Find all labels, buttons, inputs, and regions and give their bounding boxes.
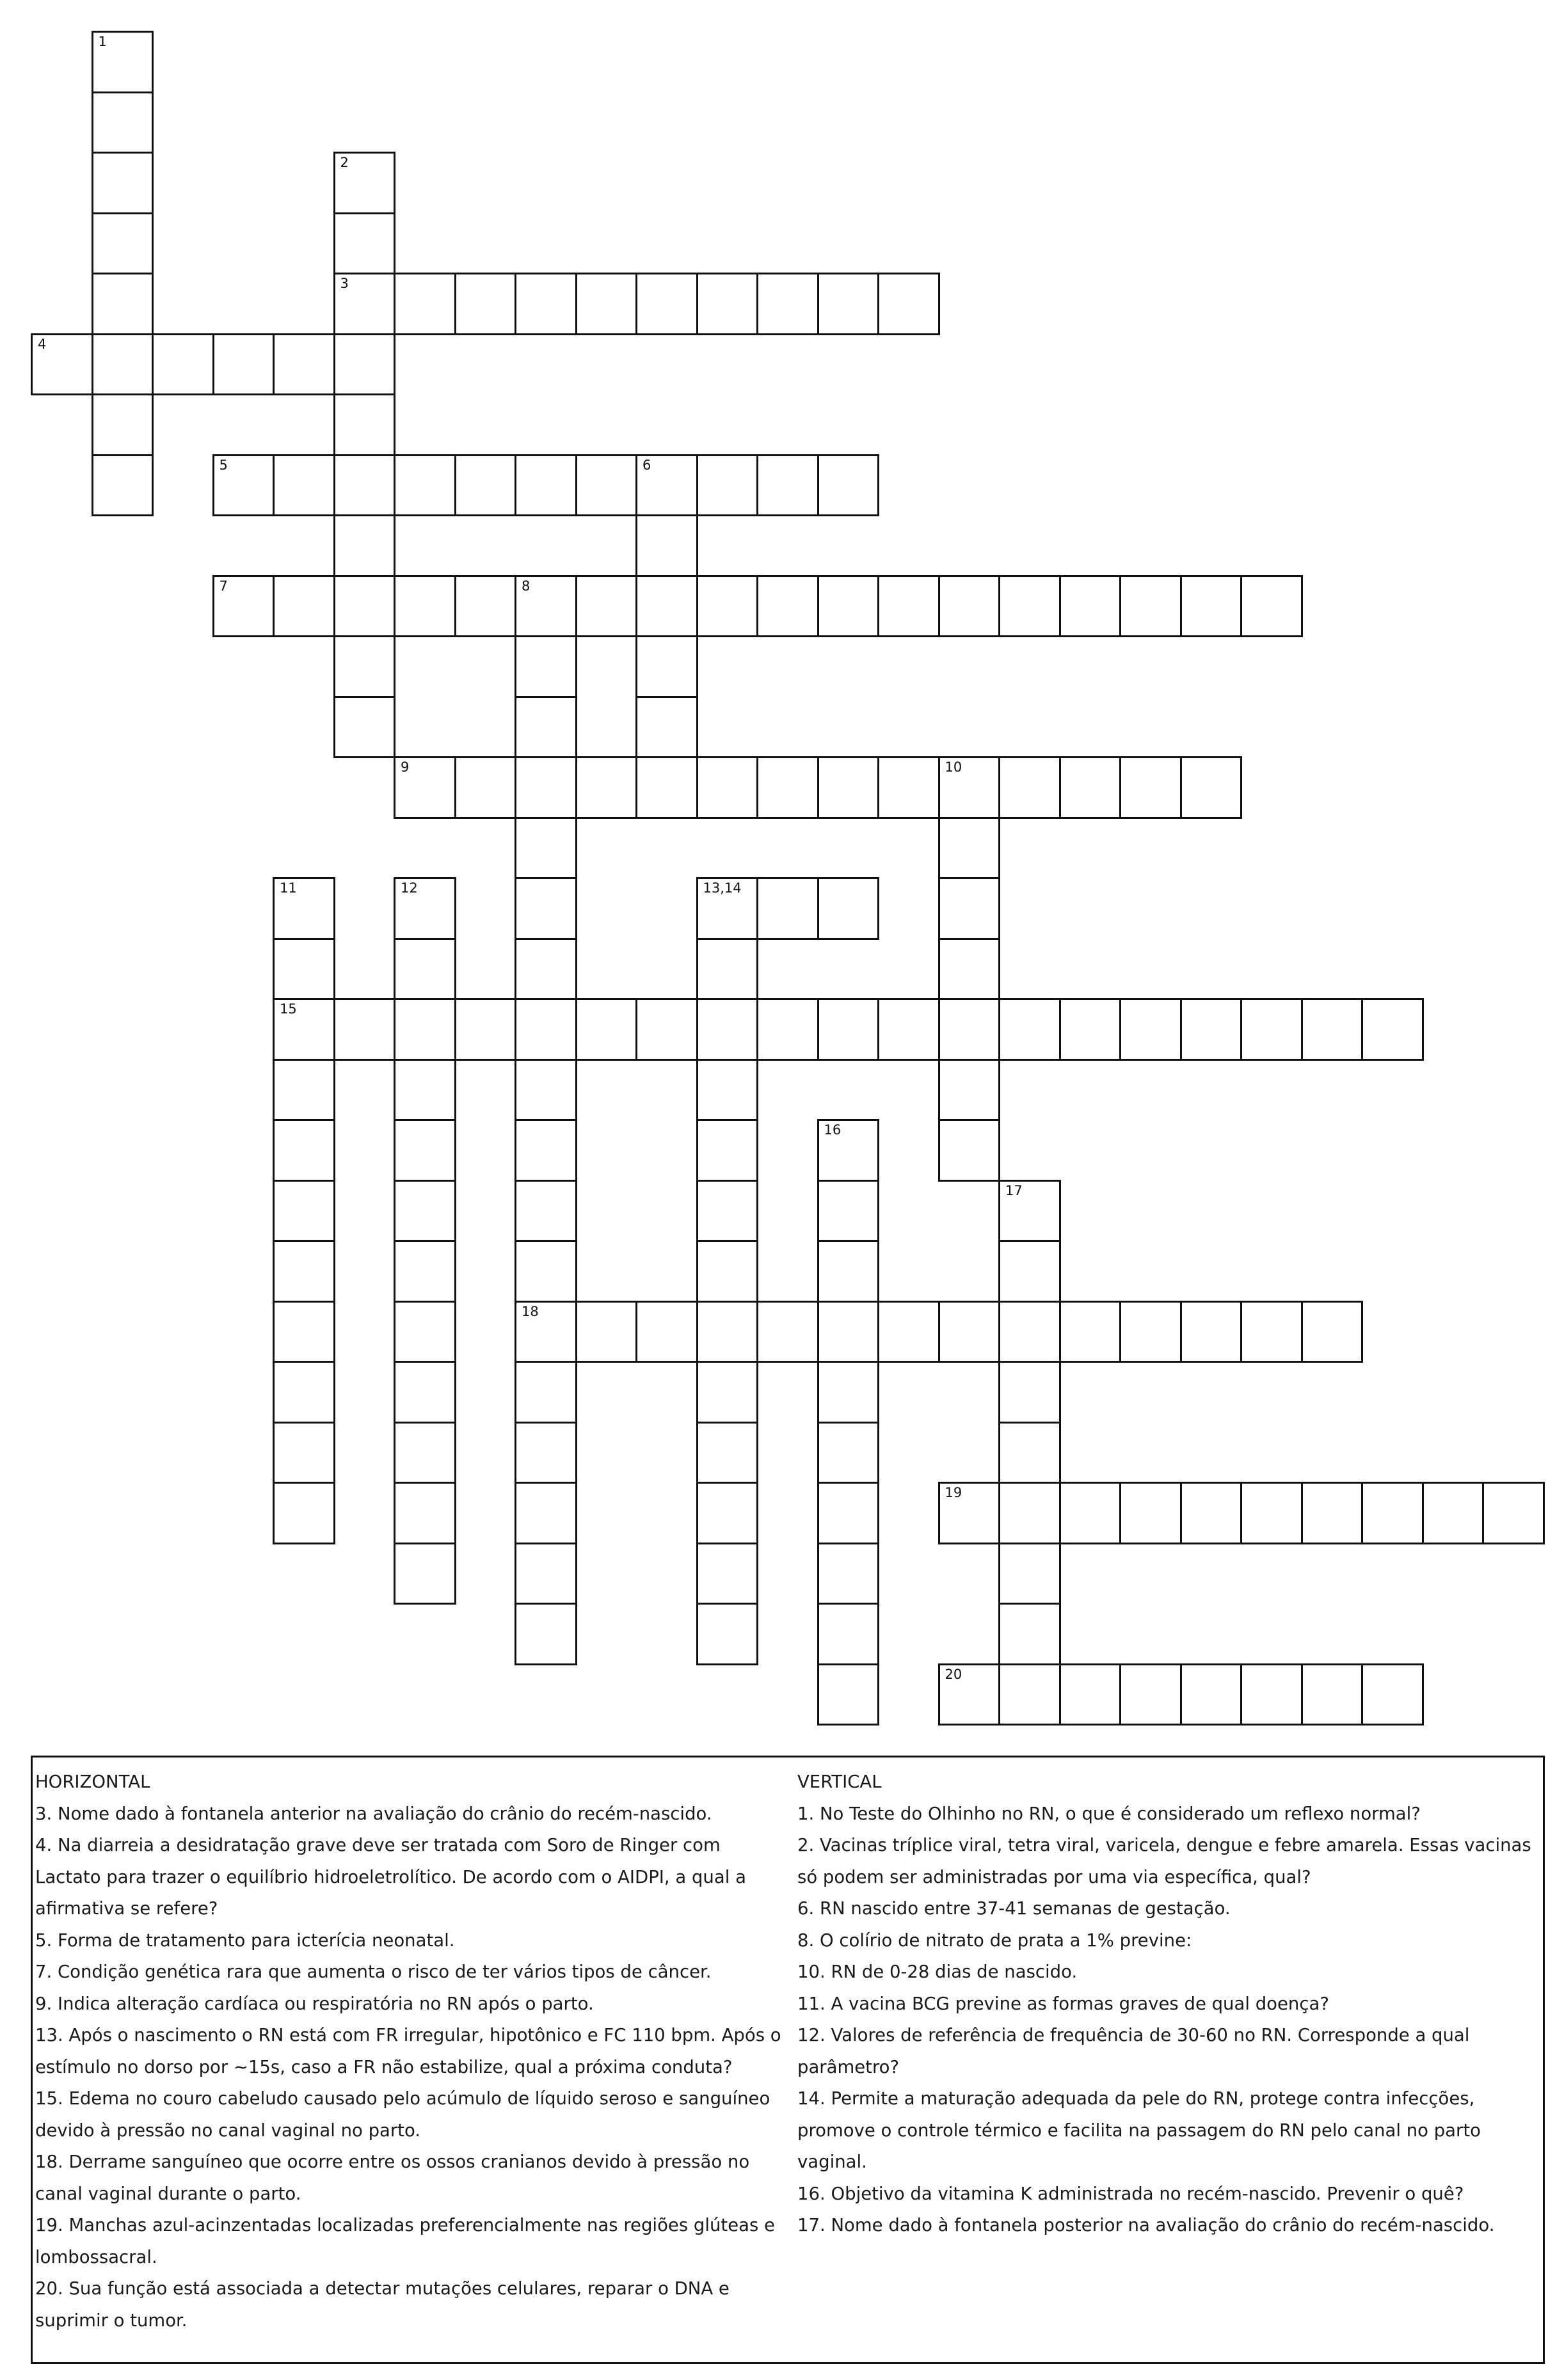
grid-cell[interactable] [998, 1240, 1061, 1303]
grid-cell[interactable] [756, 575, 819, 638]
grid-cell[interactable] [1240, 1663, 1303, 1726]
grid-cell[interactable] [394, 938, 456, 1001]
grid-cell[interactable] [817, 1301, 880, 1363]
grid-cell[interactable] [756, 998, 819, 1061]
grid-cell[interactable] [756, 877, 819, 940]
grid-cell[interactable] [1059, 998, 1122, 1061]
grid-cell[interactable] [817, 998, 880, 1061]
grid-cell[interactable] [1119, 1301, 1182, 1363]
grid-cell[interactable] [635, 1301, 698, 1363]
grid-cell[interactable] [394, 454, 456, 517]
grid-cell[interactable] [696, 877, 759, 940]
grid-cell[interactable] [696, 1059, 759, 1122]
grid-cell[interactable] [817, 1240, 880, 1303]
grid-cell[interactable] [635, 696, 698, 759]
clue-down-11: 11. A vacina BCG previne as formas graves de qual doença? [797, 1993, 1329, 2014]
clue-down-1: 1. No Teste do Olhinho no RN, o que é considerado um reflexo normal? [797, 1803, 1421, 1824]
clue-number: 12 [401, 880, 418, 896]
grid-cell[interactable] [817, 756, 880, 819]
grid-cell[interactable] [817, 575, 880, 638]
clue-number: 2 [340, 155, 349, 170]
grid-cell[interactable] [515, 756, 577, 819]
grid-cell[interactable] [92, 31, 154, 93]
grid-cell[interactable] [273, 1059, 335, 1122]
grid-cell[interactable] [273, 1482, 335, 1544]
horizontal-clues [35, 1766, 787, 2336]
grid-cell[interactable] [696, 1603, 759, 1665]
clue-number: 13,14 [703, 880, 742, 896]
clue-across-15: 15. Edema no couro cabeludo causado pelo acúmulo de líquido seroso e sanguíneo devido à pressão no canal vaginal no parto. [35, 2088, 770, 2141]
clue-number: 3 [340, 276, 349, 291]
grid-cell[interactable] [938, 1301, 1001, 1363]
grid-cell[interactable] [877, 1301, 940, 1363]
grid-cell[interactable] [515, 1361, 577, 1424]
clues-panel [31, 1756, 1545, 2364]
grid-cell[interactable] [273, 877, 335, 940]
grid-cell[interactable] [515, 273, 577, 335]
clue-across-4: 4. Na diarreia a desidratação grave deve ser tratada com Soro de Ringer com Lactato para trazer o equilíbrio hidroeletrolítico. De acordo com o AIDPI, a qual a afirmativa se refere? [35, 1835, 746, 1919]
grid-cell[interactable] [938, 1663, 1001, 1726]
grid-cell[interactable] [575, 575, 638, 638]
grid-cell[interactable] [998, 1422, 1061, 1484]
grid-cell[interactable] [515, 1301, 577, 1363]
grid-cell[interactable] [817, 1180, 880, 1242]
grid-cell[interactable] [938, 1119, 1001, 1182]
grid-cell[interactable] [1240, 1482, 1303, 1544]
grid-cell[interactable] [938, 998, 1001, 1061]
grid-cell[interactable] [273, 998, 335, 1061]
clue-number: 11 [280, 880, 297, 896]
grid-cell[interactable] [394, 273, 456, 335]
clue-down-17: 17. Nome dado à fontanela posterior na avaliação do crânio do recém-nascido. [797, 2215, 1495, 2235]
grid-cell[interactable] [1119, 998, 1182, 1061]
grid-cell[interactable] [92, 333, 154, 396]
grid-cell[interactable] [394, 998, 456, 1061]
grid-cell[interactable] [273, 1180, 335, 1242]
grid-cell[interactable] [696, 1119, 759, 1182]
clue-across-13: 13. Após o nascimento o RN está com FR irregular, hipotônico e FC 110 bpm. Após o estímulo no dorso por ~15s, caso a FR não estabilize, qual a próxima conduta? [35, 2025, 781, 2077]
grid-cell[interactable] [333, 333, 396, 396]
grid-cell[interactable] [1240, 575, 1303, 638]
grid-cell[interactable] [877, 998, 940, 1061]
grid-cell[interactable] [938, 877, 1001, 940]
grid-cell[interactable] [273, 938, 335, 1001]
grid-cell[interactable] [1180, 575, 1243, 638]
grid-cell[interactable] [333, 575, 396, 638]
grid-cell[interactable] [575, 998, 638, 1061]
grid-cell[interactable] [212, 575, 275, 638]
grid-cell[interactable] [273, 454, 335, 517]
grid-cell[interactable] [152, 333, 214, 396]
grid-cell[interactable] [696, 575, 759, 638]
clue-down-14: 14. Permite a maturação adequada da pele do RN, protege contra infecções, promove o controle térmico e facilita na passagem do RN pelo canal no parto vaginal. [797, 2088, 1481, 2172]
grid-cell[interactable] [515, 1119, 577, 1182]
grid-cell[interactable] [92, 212, 154, 275]
grid-cell[interactable] [696, 1422, 759, 1484]
grid-cell[interactable] [575, 1301, 638, 1363]
grid-cell[interactable] [333, 454, 396, 517]
grid-cell[interactable] [394, 1240, 456, 1303]
grid-cell[interactable] [273, 1422, 335, 1484]
grid-cell[interactable] [31, 333, 93, 396]
clue-number: 20 [945, 1666, 962, 1682]
grid-cell[interactable] [817, 1361, 880, 1424]
grid-cell[interactable] [575, 756, 638, 819]
grid-cell[interactable] [877, 273, 940, 335]
grid-cell[interactable] [454, 273, 517, 335]
grid-cell[interactable] [756, 1301, 819, 1363]
grid-cell[interactable] [696, 273, 759, 335]
grid-cell[interactable] [998, 1543, 1061, 1605]
grid-cell[interactable] [998, 998, 1061, 1061]
grid-cell[interactable] [696, 938, 759, 1001]
clue-down-2: 2. Vacinas tríplice viral, tetra viral, varicela, dengue e febre amarela. Essas vacinas só podem ser administradas por uma via específica, qual? [797, 1835, 1531, 1887]
grid-cell[interactable] [454, 575, 517, 638]
grid-cell[interactable] [1119, 756, 1182, 819]
clue-number: 16 [824, 1122, 842, 1138]
clue-number: 4 [38, 336, 47, 352]
grid-cell[interactable] [515, 1059, 577, 1122]
grid-cell[interactable] [333, 393, 396, 456]
grid-cell[interactable] [1059, 1663, 1122, 1726]
grid-cell[interactable] [877, 575, 940, 638]
grid-cell[interactable] [998, 1482, 1061, 1544]
grid-cell[interactable] [333, 212, 396, 275]
grid-cell[interactable] [938, 575, 1001, 638]
grid-cell[interactable] [1361, 1663, 1424, 1726]
grid-cell[interactable] [575, 454, 638, 517]
grid-cell[interactable] [454, 756, 517, 819]
grid-cell[interactable] [1482, 1482, 1545, 1544]
grid-cell[interactable] [635, 273, 698, 335]
grid-cell[interactable] [696, 454, 759, 517]
clue-across-20: 20. Sua função está associada a detectar mutações celulares, reparar o DNA e suprimir o tumor. [35, 2278, 730, 2331]
clue-across-18: 18. Derrame sanguíneo que ocorre entre os ossos cranianos devido à pressão no canal vaginal durante o parto. [35, 2152, 750, 2204]
grid-cell[interactable] [515, 817, 577, 880]
grid-cell[interactable] [696, 756, 759, 819]
grid-cell[interactable] [273, 575, 335, 638]
grid-cell[interactable] [92, 273, 154, 335]
grid-cell[interactable] [515, 635, 577, 698]
grid-cell[interactable] [1180, 1301, 1243, 1363]
grid-cell[interactable] [696, 1180, 759, 1242]
grid-cell[interactable] [635, 454, 698, 517]
grid-cell[interactable] [1301, 1663, 1364, 1726]
grid-cell[interactable] [515, 1422, 577, 1484]
grid-cell[interactable] [273, 1301, 335, 1363]
grid-cell[interactable] [515, 696, 577, 759]
grid-cell[interactable] [394, 1543, 456, 1605]
grid-cell[interactable] [635, 756, 698, 819]
grid-cell[interactable] [212, 333, 275, 396]
grid-cell[interactable] [938, 938, 1001, 1001]
grid-cell[interactable] [1180, 756, 1243, 819]
grid-cell[interactable] [515, 877, 577, 940]
grid-cell[interactable] [635, 635, 698, 698]
grid-cell[interactable] [515, 938, 577, 1001]
clue-down-6: 6. RN nascido entre 37-41 semanas de gestação. [797, 1898, 1231, 1919]
clue-number: 10 [945, 759, 962, 775]
grid-cell[interactable] [756, 756, 819, 819]
clue-number: 9 [401, 759, 410, 775]
vertical-clues [797, 1766, 1543, 2242]
grid-cell[interactable] [333, 696, 396, 759]
clue-number: 15 [280, 1001, 297, 1017]
grid-cell[interactable] [515, 454, 577, 517]
grid-cell[interactable] [1240, 1301, 1303, 1363]
grid-cell[interactable] [1119, 1482, 1182, 1544]
grid-cell[interactable] [394, 1422, 456, 1484]
grid-cell[interactable] [1059, 575, 1122, 638]
clue-across-7: 7. Condição genética rara que aumenta o risco de ter vários tipos de câncer. [35, 1962, 712, 1982]
clue-number: 19 [945, 1485, 962, 1500]
grid-cell[interactable] [333, 998, 396, 1061]
grid-cell[interactable] [1119, 575, 1182, 638]
clue-down-8: 8. O colírio de nitrato de prata a 1% previne: [797, 1930, 1192, 1951]
grid-cell[interactable] [998, 1603, 1061, 1665]
clue-number: 1 [98, 34, 107, 49]
grid-cell[interactable] [515, 1603, 577, 1665]
grid-cell[interactable] [635, 575, 698, 638]
grid-cell[interactable] [454, 454, 517, 517]
grid-cell[interactable] [817, 877, 880, 940]
grid-cell[interactable] [1301, 998, 1364, 1061]
grid-cell[interactable] [877, 756, 940, 819]
grid-cell[interactable] [1422, 1482, 1485, 1544]
clue-down-16: 16. Objetivo da vitamina K administrada no recém-nascido. Prevenir o quê? [797, 2183, 1464, 2204]
grid-cell[interactable] [817, 1119, 880, 1182]
grid-cell[interactable] [394, 1059, 456, 1122]
clue-across-19: 19. Manchas azul-acinzentadas localizadas preferencialmente nas regiões glúteas e lombossacral. [35, 2215, 775, 2267]
grid-cell[interactable] [1180, 1663, 1243, 1726]
grid-cell[interactable] [333, 152, 396, 214]
grid-cell[interactable] [454, 998, 517, 1061]
clue-number: 17 [1005, 1182, 1023, 1198]
grid-cell[interactable] [938, 1059, 1001, 1122]
grid-cell[interactable] [938, 817, 1001, 880]
grid-cell[interactable] [394, 1180, 456, 1242]
grid-cell[interactable] [333, 273, 396, 335]
grid-cell[interactable] [273, 333, 335, 396]
grid-cell[interactable] [998, 756, 1061, 819]
clue-down-10: 10. RN de 0-28 dias de nascido. [797, 1962, 1078, 1982]
grid-cell[interactable] [756, 273, 819, 335]
grid-cell[interactable] [92, 393, 154, 456]
grid-cell[interactable] [1361, 1482, 1424, 1544]
grid-cell[interactable] [394, 756, 456, 819]
grid-cell[interactable] [696, 1482, 759, 1544]
horizontal-heading: HORIZONTAL [35, 1772, 150, 1792]
grid-cell[interactable] [998, 1180, 1061, 1242]
grid-cell[interactable] [635, 998, 698, 1061]
grid-cell[interactable] [635, 514, 698, 577]
grid-cell[interactable] [1119, 1663, 1182, 1726]
clue-down-12: 12. Valores de referência de frequência de 30-60 no RN. Corresponde a qual parâmetro? [797, 2025, 1470, 2077]
grid-cell[interactable] [817, 1422, 880, 1484]
grid-cell[interactable] [1240, 998, 1303, 1061]
grid-cell[interactable] [998, 1361, 1061, 1424]
grid-cell[interactable] [696, 998, 759, 1061]
clue-number: 7 [219, 578, 228, 594]
grid-cell[interactable] [515, 1240, 577, 1303]
grid-cell[interactable] [696, 1361, 759, 1424]
clue-number: 18 [522, 1303, 539, 1319]
clue-number: 6 [642, 457, 651, 473]
grid-cell[interactable] [515, 575, 577, 638]
grid-cell[interactable] [1059, 756, 1122, 819]
grid-cell[interactable] [817, 273, 880, 335]
grid-cell[interactable] [998, 1663, 1061, 1726]
grid-cell[interactable] [212, 454, 275, 517]
grid-cell[interactable] [273, 1361, 335, 1424]
clue-number: 5 [219, 457, 228, 473]
grid-cell[interactable] [817, 1482, 880, 1544]
clue-across-5: 5. Forma de tratamento para icterícia neonatal. [35, 1930, 455, 1951]
grid-cell[interactable] [394, 1361, 456, 1424]
grid-cell[interactable] [998, 1301, 1061, 1363]
clue-across-9: 9. Indica alteração cardíaca ou respiratória no RN após o parto. [35, 1993, 594, 2014]
grid-cell[interactable] [817, 1663, 880, 1726]
grid-cell[interactable] [817, 454, 880, 517]
grid-cell[interactable] [575, 273, 638, 335]
grid-cell[interactable] [92, 91, 154, 154]
grid-cell[interactable] [515, 1180, 577, 1242]
grid-cell[interactable] [696, 1240, 759, 1303]
clue-number: 8 [522, 578, 531, 594]
grid-cell[interactable] [1059, 1301, 1122, 1363]
grid-cell[interactable] [394, 1301, 456, 1363]
grid-cell[interactable] [1301, 1482, 1364, 1544]
grid-cell[interactable] [273, 1240, 335, 1303]
grid-cell[interactable] [515, 998, 577, 1061]
grid-cell[interactable] [394, 877, 456, 940]
grid-cell[interactable] [938, 756, 1001, 819]
grid-cell[interactable] [756, 454, 819, 517]
grid-cell[interactable] [1301, 1301, 1364, 1363]
grid-cell[interactable] [92, 152, 154, 214]
grid-cell[interactable] [696, 1543, 759, 1605]
grid-cell[interactable] [817, 1543, 880, 1605]
grid-cell[interactable] [394, 1119, 456, 1182]
vertical-heading: VERTICAL [797, 1772, 882, 1792]
grid-cell[interactable] [938, 1482, 1001, 1544]
grid-cell[interactable] [273, 1119, 335, 1182]
grid-cell[interactable] [1059, 1482, 1122, 1544]
grid-cell[interactable] [92, 454, 154, 517]
grid-cell[interactable] [696, 1301, 759, 1363]
grid-cell[interactable] [515, 1482, 577, 1544]
grid-cell[interactable] [1361, 998, 1424, 1061]
grid-cell[interactable] [1180, 1482, 1243, 1544]
grid-cell[interactable] [394, 575, 456, 638]
clue-across-3: 3. Nome dado à fontanela anterior na avaliação do crânio do recém-nascido. [35, 1803, 712, 1824]
grid-cell[interactable] [394, 1482, 456, 1544]
grid-cell[interactable] [333, 635, 396, 698]
grid-cell[interactable] [1180, 998, 1243, 1061]
grid-cell[interactable] [998, 575, 1061, 638]
grid-cell[interactable] [333, 514, 396, 577]
grid-cell[interactable] [515, 1543, 577, 1605]
grid-cell[interactable] [817, 1603, 880, 1665]
